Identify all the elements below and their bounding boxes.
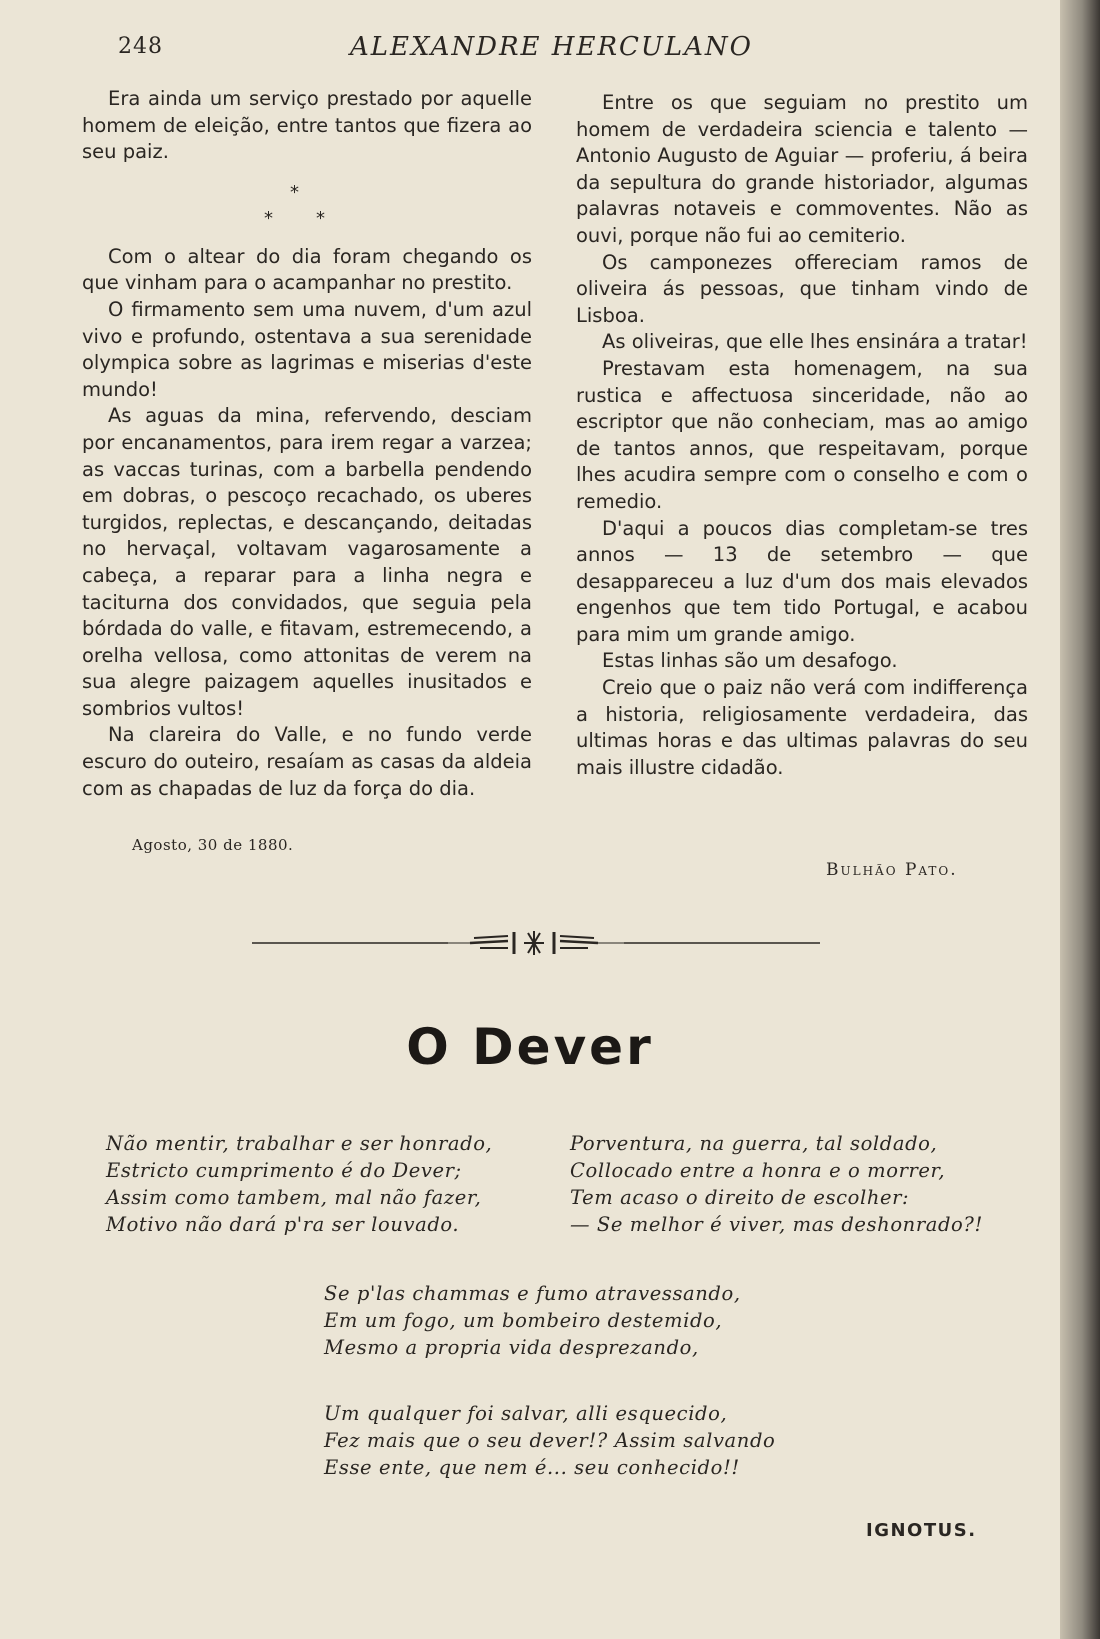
poem-title: O Dever <box>406 1018 654 1076</box>
paragraph: Na clareira do Valle, e no fundo verde escuro do outeiro, resaíam as casas da aldeia com as chapadas de luz da força do dia. <box>82 723 532 800</box>
poem-line: — Se melhor é viver, mas deshonrado?! <box>570 1213 983 1236</box>
poem-line: Em um fogo, um bombeiro destemido, <box>324 1309 723 1332</box>
poem-stanza <box>570 1130 983 1238</box>
poem-line: Assim como tambem, mal não fazer, <box>106 1186 482 1209</box>
poem-line: Tem acaso o direito de escolher: <box>570 1186 910 1209</box>
poem-line: Esse ente, que nem é... seu conhecido!! <box>324 1456 740 1479</box>
paragraph: D'aqui a poucos dias completam-se tres annos — 13 de setembro — que desappareceu a luz d'um dos mais elevados engenhos que tem tido Portugal, e acabou para mim um grande amigo. <box>576 516 1028 646</box>
asterism <box>82 166 532 244</box>
poem-line: Não mentir, trabalhar e ser honrado, <box>106 1132 493 1155</box>
poem-line: Um qualquer foi salvar, alli esquecido, <box>324 1402 728 1425</box>
paragraph: As aguas da mina, refervendo, desciam por encanamentos, para irem regar a varzea; as vaccas turinas, com a barbella pendendo em dobras, o pescoço recachado, os uberes turgidos, replectas, e descançando, deitadas no hervaçal, voltavam vagarosamente a cabeça, a reparar para a linha negra e taciturna dos convidados, que seguia pela bórdada do valle, e fitavam, estremecendo, a orelha vellosa, como attonitas de verem na sua alegre paizagem aquelles inusitados e sombrios vultos! <box>82 404 532 720</box>
poem-stanza <box>324 1400 775 1481</box>
poem-line: Porventura, na guerra, tal soldado, <box>570 1132 938 1155</box>
paragraph: O firmamento sem uma nuvem, d'um azul vivo e profundo, ostentava a sua serenidade olympica sobre as lagrimas e miserias d'este mundo! <box>82 297 532 401</box>
poem-line: Se p'las chammas e fumo atravessando, <box>324 1282 741 1305</box>
page-number: 248 <box>118 34 163 59</box>
poem-stanza <box>324 1280 741 1361</box>
paragraph: Estas linhas são um desafogo. <box>602 649 898 673</box>
signature: Bulhão Pato. <box>826 860 958 880</box>
poem-line: Fez mais que o seu dever!? Assim salvando <box>324 1429 776 1452</box>
paragraph: Creio que o paiz não verá com indifferença a historia, religiosamente verdadeira, das ultimas horas e das ultimas palavras do seu mais illustre cidadão. <box>576 676 1028 779</box>
running-title: ALEXANDRE HERCULANO <box>350 32 753 62</box>
poem-line: Estricto cumprimento é do Dever; <box>106 1159 462 1182</box>
paragraph: As oliveiras, que elle lhes ensinára a tratar! <box>602 330 1028 354</box>
asterism-star: * <box>290 181 299 203</box>
poem-stanza <box>106 1130 492 1238</box>
poem-line: Motivo não dará p'ra ser louvado. <box>106 1213 460 1236</box>
dateline: Agosto, 30 de 1880. <box>132 836 294 854</box>
left-column <box>82 86 532 802</box>
paragraph: Com o altear do dia foram chegando os que vinham para o acampanhar no prestito. <box>82 244 532 295</box>
paragraph: Entre os que seguiam no prestito um homem de verdadeira sciencia e talento — Antonio Augusto de Aguiar — proferiu, á beira da sepultura do grande historiador, algumas palavras notaveis e commoventes. Não as ouvi, porque não fui ao cemiterio. <box>576 91 1028 247</box>
poem-line: Mesmo a propria vida desprezando, <box>324 1336 699 1359</box>
poem-line: Collocado entre a honra e o morrer, <box>570 1159 946 1182</box>
paragraph: Era ainda um serviço prestado por aquelle homem de eleição, entre tantos que fizera ao seu paiz. <box>82 87 532 164</box>
paragraph: Prestavam esta homenagem, na sua rustica e affectuosa sinceridade, não ao escriptor que não conheciam, mas ao amigo de tantos annos, que respeitavam, porque lhes acudira sempre com o conselho e com o remedio. <box>576 356 1028 513</box>
asterism-star: * <box>264 207 273 229</box>
asterism-star: * <box>316 207 325 229</box>
running-header <box>0 30 1060 70</box>
paragraph: Os camponezes offereciam ramos de oliveira ás pessoas, que tinham vindo de Lisboa. <box>576 250 1028 327</box>
right-column <box>576 90 1028 781</box>
page-edge-shadow <box>1060 0 1100 1639</box>
section-divider-ornament <box>252 928 852 958</box>
poem-author: IGNOTUS. <box>866 1520 977 1541</box>
